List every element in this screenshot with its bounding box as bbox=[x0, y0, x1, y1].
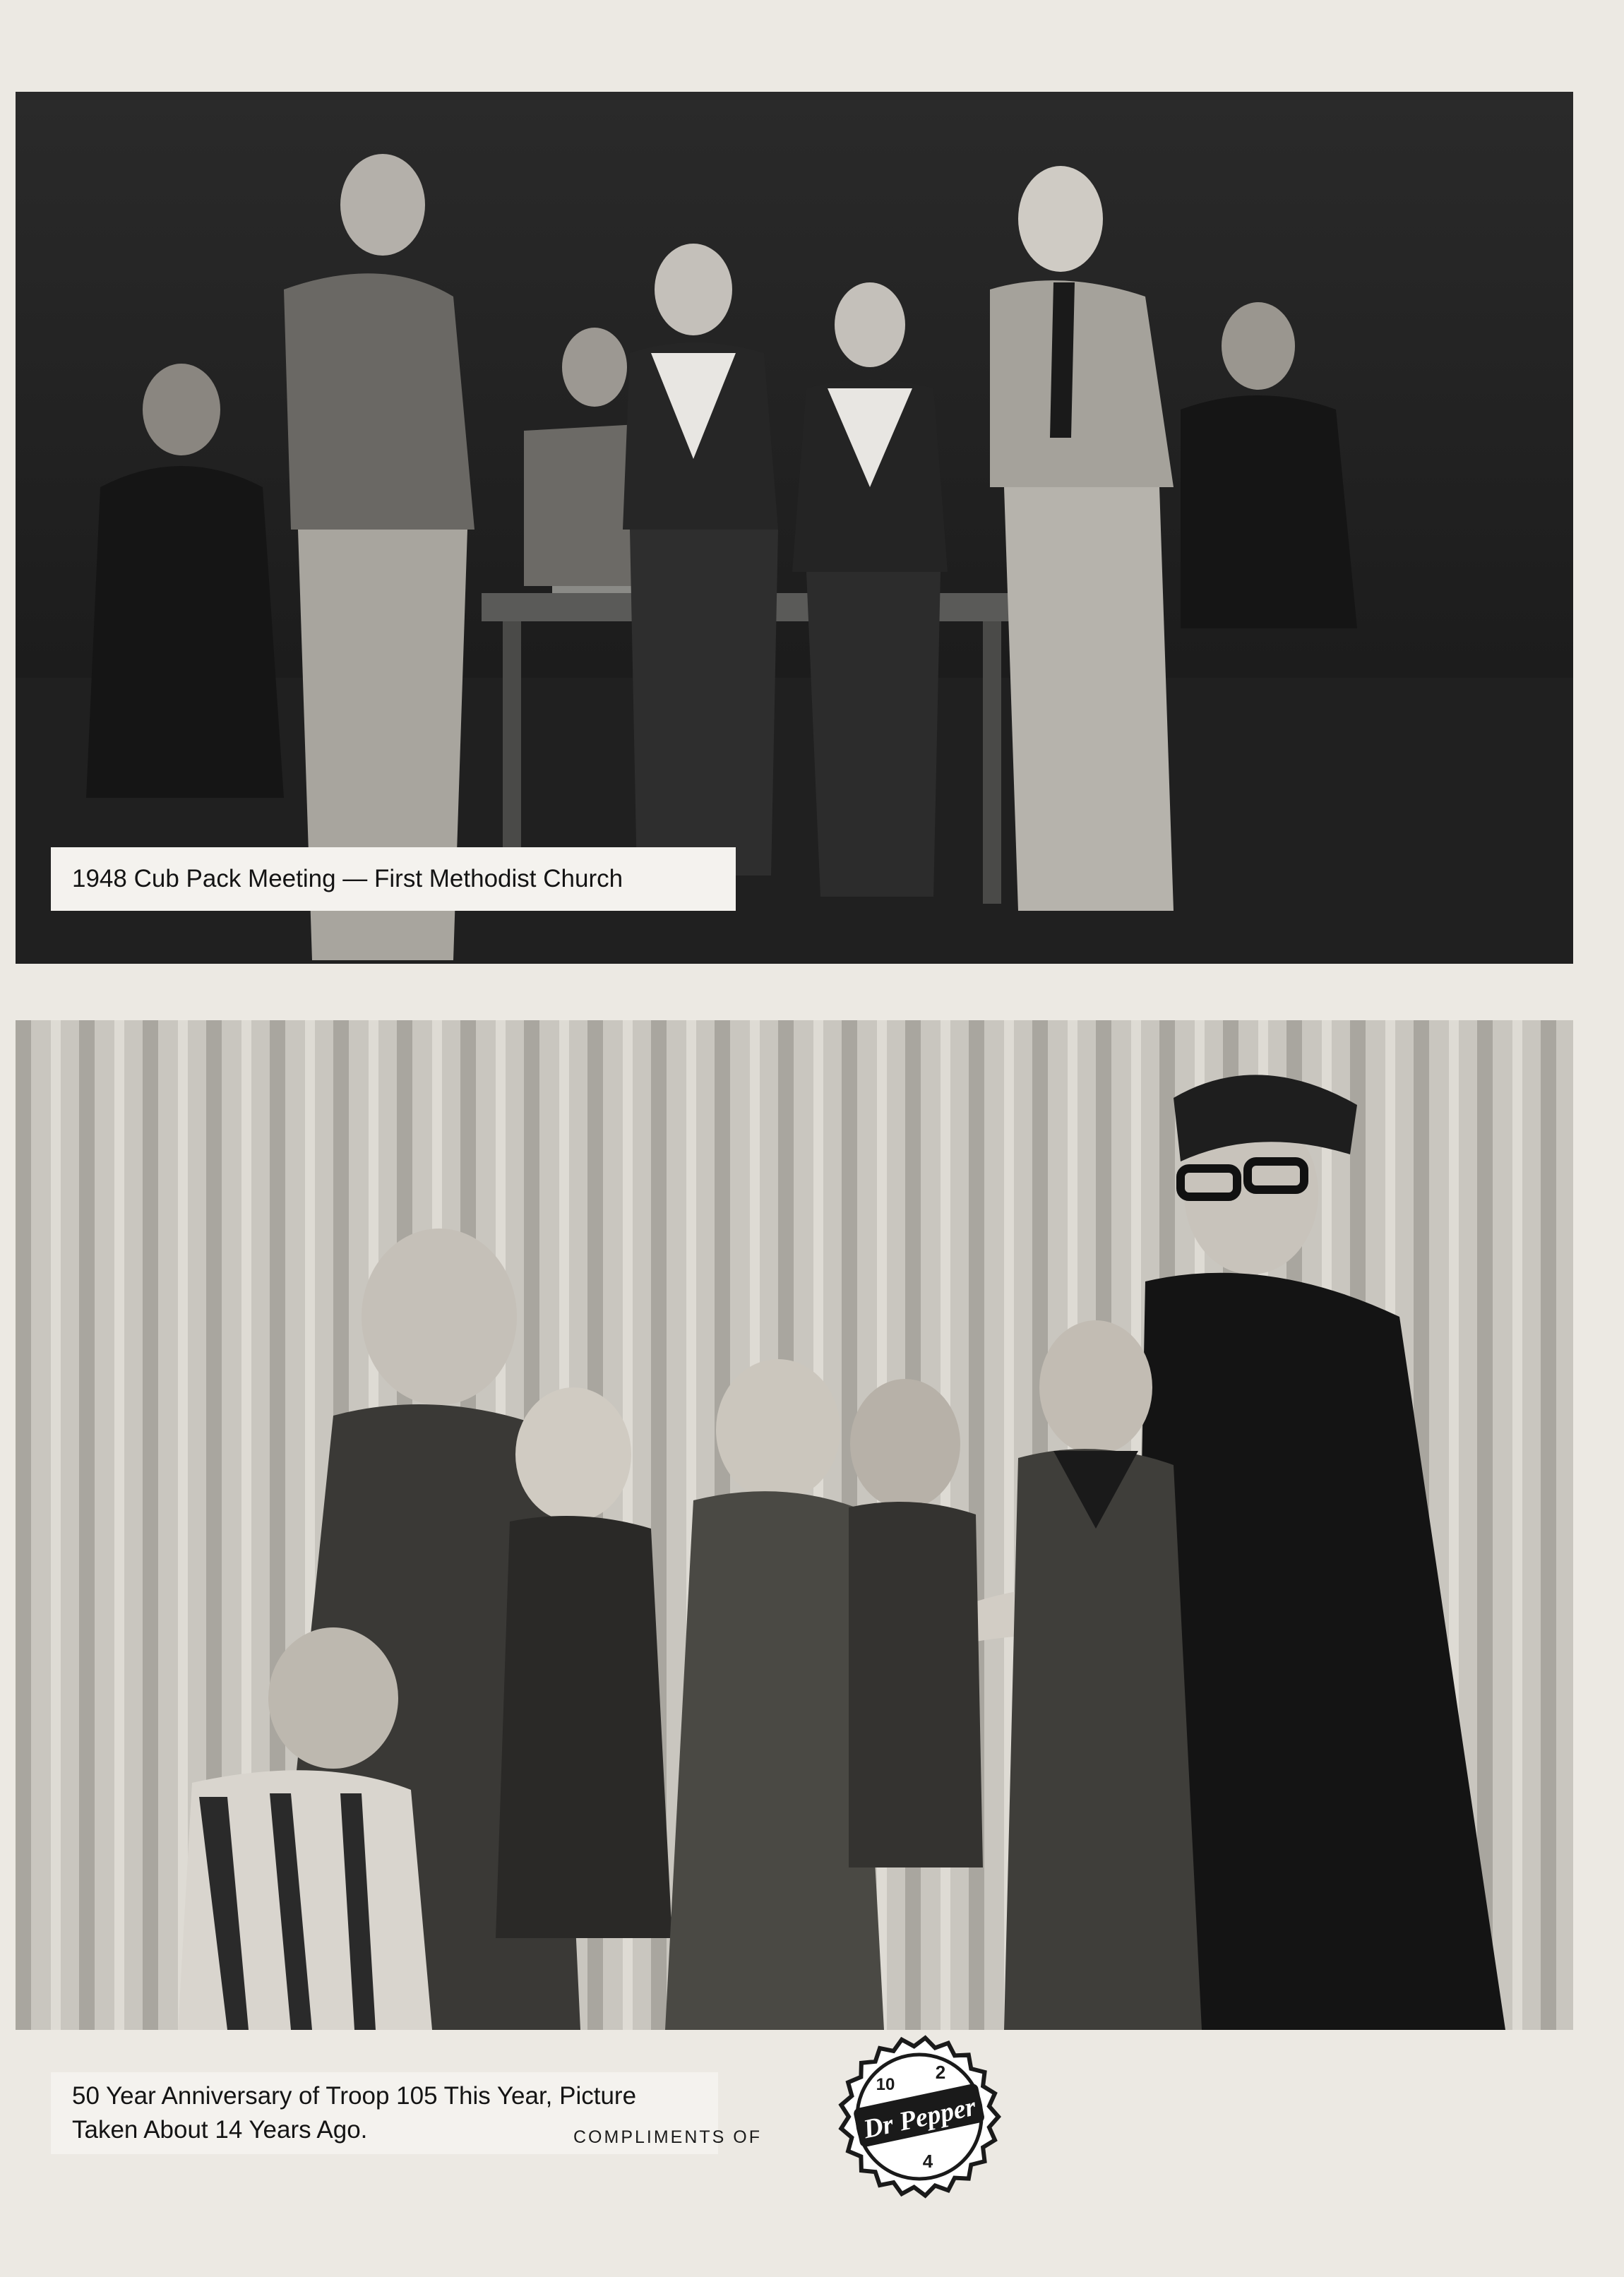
photo-2-caption-line-2: Taken About 14 Years Ago. bbox=[72, 2116, 368, 2144]
dr-pepper-logo-text: Dr Pepper bbox=[861, 2091, 979, 2145]
logo-number-2: 2 bbox=[935, 2062, 946, 2083]
logo-number-10: 10 bbox=[876, 2075, 895, 2094]
logo-number-4: 4 bbox=[922, 2151, 933, 2172]
dr-pepper-bottlecap-logo bbox=[835, 2033, 1004, 2203]
photo-1-caption bbox=[51, 847, 736, 911]
photo-2-caption-line-1: 50 Year Anniversary of Troop 105 This Year, Picture bbox=[72, 2082, 637, 2110]
photo-1-caption-text: 1948 Cub Pack Meeting — First Methodist Church bbox=[72, 865, 623, 892]
troop-105-photo-illustration bbox=[16, 1020, 1573, 2030]
compliments-of-text: COMPLIMENTS OF bbox=[573, 2127, 763, 2147]
cub-pack-meeting-photo bbox=[16, 92, 1573, 964]
cub-pack-photo-illustration bbox=[16, 92, 1573, 964]
